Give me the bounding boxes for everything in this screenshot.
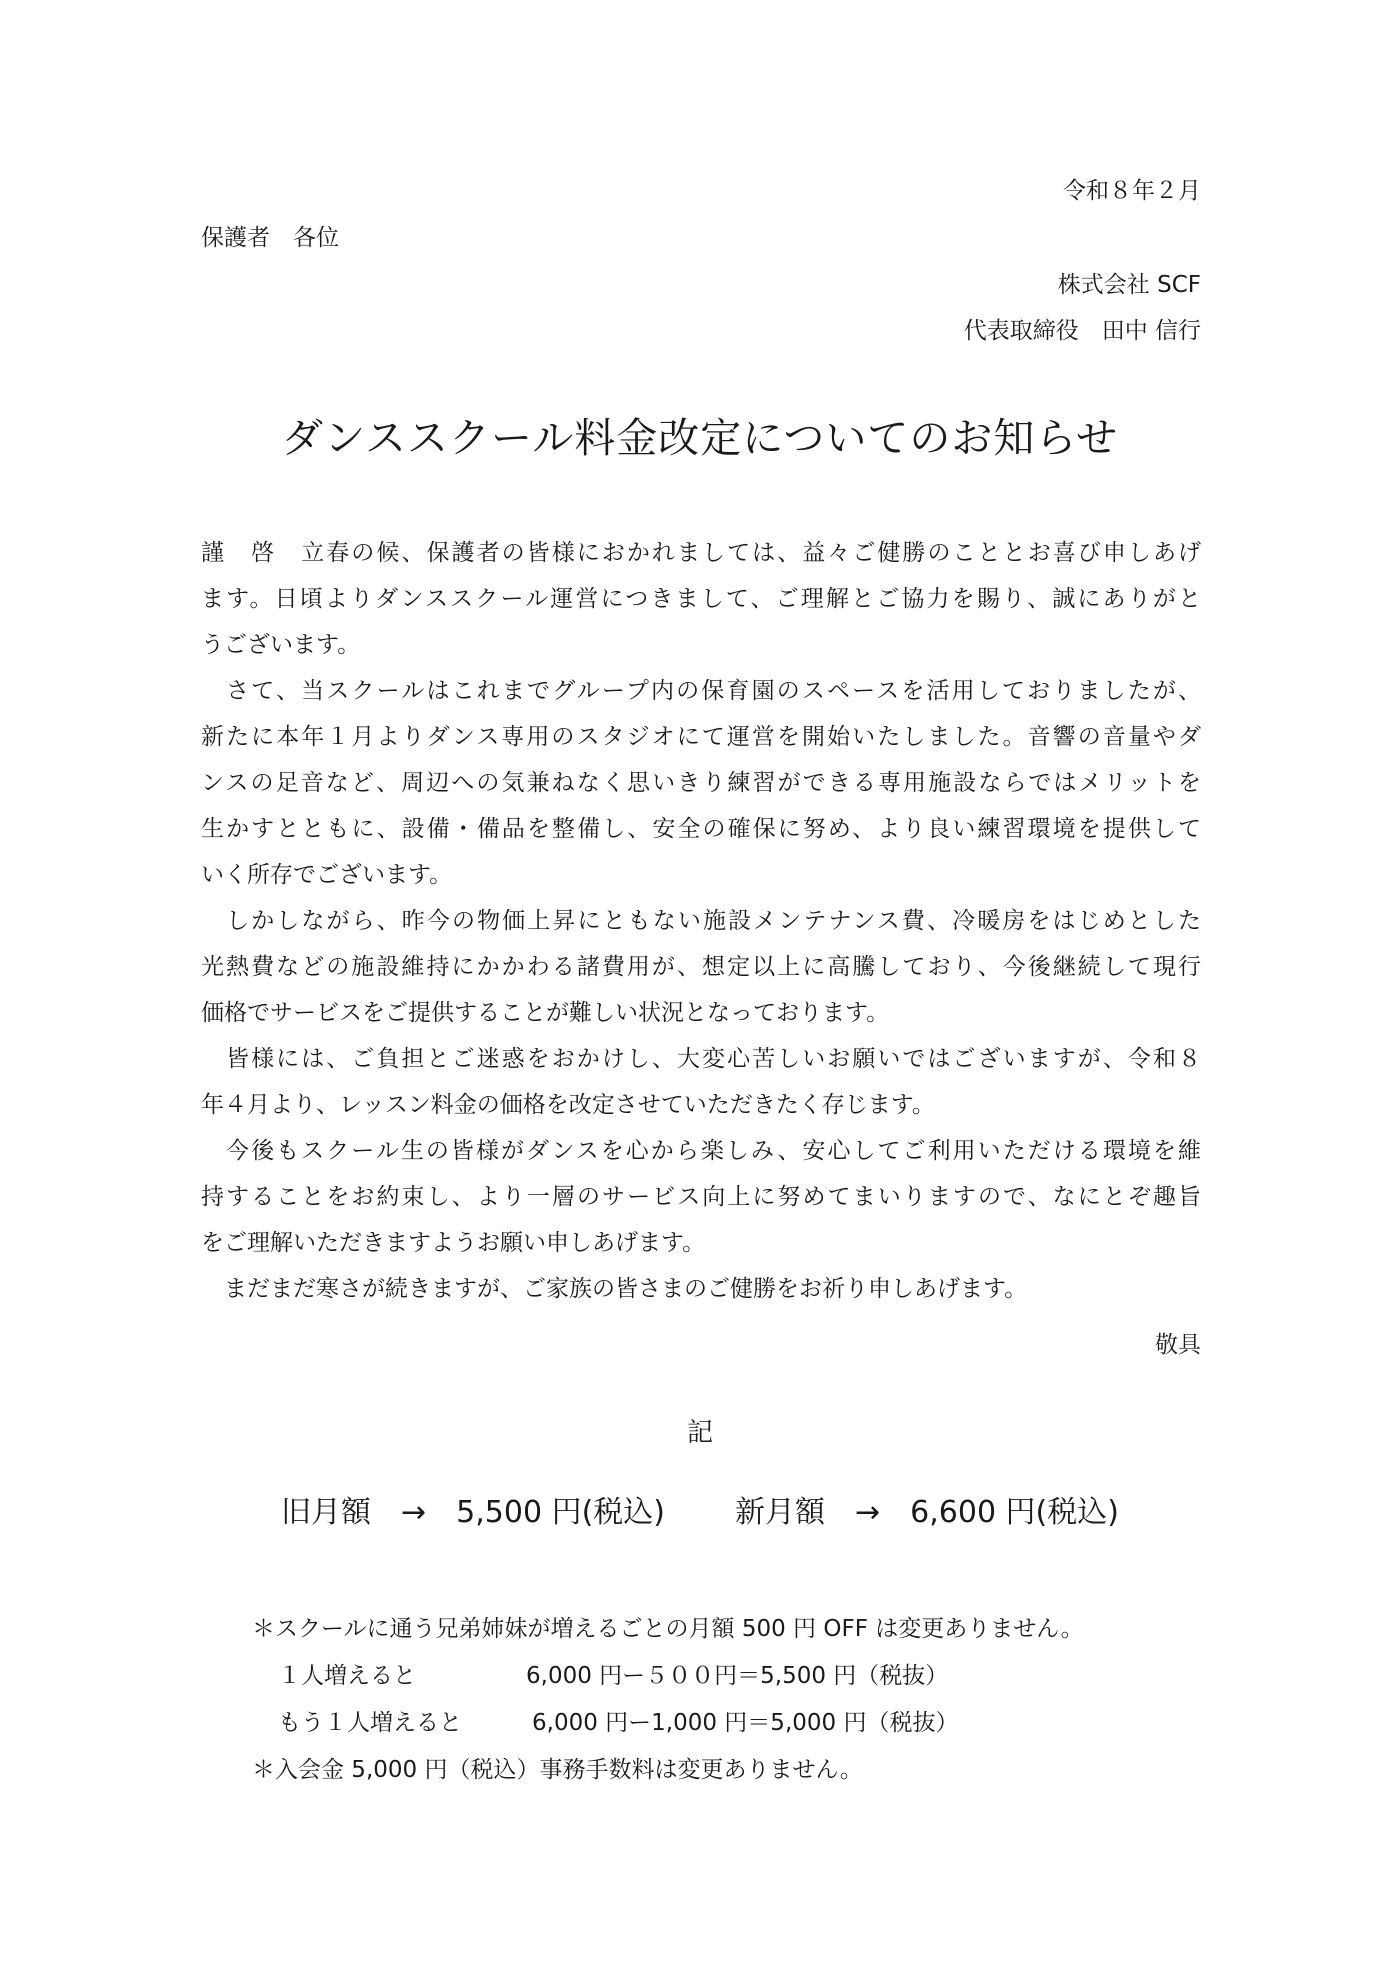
body-line: さて、当スクールはこれまでグループ内の保育園のスペースを活用しておりましたが、 [201,678,1201,704]
body-line: ます。日頃よりダンススクール運営につきまして、ご理解とご協力を賜り、誠にありがと [201,586,1201,612]
old-price-label: 旧月額 [281,1495,372,1530]
arrow-icon: → [855,1495,881,1530]
calc-label: １人増えると [278,1663,416,1689]
calc-row-one [278,1657,948,1690]
sibling-discount-note: ＊スクールに通う兄弟姉妹が増えるごとの月額 500 円 OFF は変更ありません。 [252,1616,1084,1642]
body-line: しかしながら、昨今の物価上昇にともない施設メンテナンス費、冷暖房をはじめとした [201,908,1201,934]
body-line: 光熱費などの施設維持にかかわる諸費用が、想定以上に高騰しており、今後継続して現行 [201,954,1201,980]
closing-word: 敬具 [1155,1332,1201,1358]
body-line: 謹 啓 立春の候、保護者の皆様におかれましては、益々ご健勝のこととお喜び申しあげ [201,540,1201,566]
company-name: 株式会社 SCF [1057,272,1201,298]
new-price-value: 6,600 円(税込) [910,1495,1119,1530]
body-line: ンスの足音など、周辺への気兼ねなく思いきり練習ができる専用施設ならではメリットを [201,770,1201,796]
issue-date: 令和８年２月 [1063,178,1201,204]
calc-value: 6,000 円ー1,000 円＝5,000 円（税抜） [532,1710,959,1736]
body-line: をご理解いただきますようお願い申しあげます。 [201,1230,706,1256]
body-line: 皆様には、ご負担とご迷惑をおかけし、大変心苦しいお願いではございますが、令和８ [201,1046,1201,1072]
calc-label: もう１人増えると [278,1710,462,1736]
recipient: 保護者 各位 [201,225,339,251]
body-line: 価格でサービスをご提供することが難しい状況となっております。 [201,1000,890,1026]
body-line: 年４月より、レッスン料金の価格を改定させていただきたく存じます。 [201,1092,935,1118]
new-price-label: 新月額 [735,1495,825,1530]
body-line: 今後もスクール生の皆様がダンスを心から楽しみ、安心してご利用いただける環境を維 [201,1138,1201,1164]
admission-fee-note: ＊入会金 5,000 円（税込）事務手数料は変更ありません。 [252,1757,863,1783]
body-line: 持することをお約束し、より一層のサービス向上に努めてまいりますので、なにとぞ趣旨 [201,1184,1201,1210]
price-change-line [0,1495,1400,1530]
body-line: まだまだ寒さが続きますが、ご家族の皆さまのご健勝をお祈り申しあげます。 [201,1276,1028,1302]
signer: 代表取締役 田中 信行 [963,318,1201,344]
arrow-icon: → [401,1495,427,1530]
ki-heading: 記 [686,1418,713,1448]
body-line: うございます。 [201,632,361,658]
body-line: いく所存でございます。 [201,862,453,888]
document-title: ダンススクール料金改定についてのお知らせ [281,414,1119,462]
old-price-value: 5,500 円(税込) [456,1495,665,1530]
calc-value: 6,000 円ー５００円＝5,500 円（税抜） [526,1663,949,1689]
body-line: 新たに本年１月よりダンス専用のスタジオにて運営を開始いたしました。音響の音量やダ [201,724,1201,750]
letter-body [201,530,1201,1312]
body-line: 生かすとともに、設備・備品を整備し、安全の確保に努め、より良い練習環境を提供して [201,816,1201,842]
calc-row-two [278,1704,958,1737]
